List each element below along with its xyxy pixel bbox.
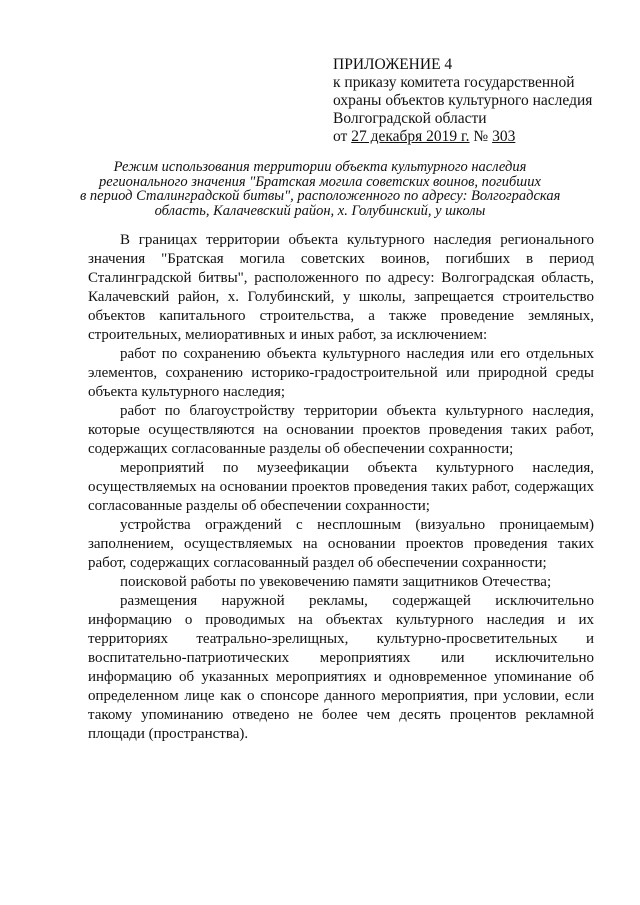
paragraph-item: работ по благоустройству территории объекта культурного наследия, которые осуществляются на основании проектов проведения таких работ, содержащих согласованные разделы об обеспечении сохранности;	[88, 403, 594, 457]
appendix-title: ПРИЛОЖЕНИЕ 4	[333, 56, 453, 73]
paragraph-item: работ по сохранению объекта культурного наследия или его отдельных элементов, сохранению историко-градостроительной или природной среды объекта культурного наследия;	[88, 346, 594, 400]
paragraph-item: устройства ограждений с несплошным (визуально проницаемым) заполнением, осуществляемых на основании проектов проведения таких работ, содержащих согласованный раздел об обеспечении сохранности;	[88, 517, 594, 571]
document-title	[80, 160, 560, 218]
appendix-date-line	[333, 128, 623, 146]
title-line: область, Калачевский район, х. Голубинский, у школы	[154, 202, 486, 219]
order-date: 27 декабря 2019 г.	[351, 128, 470, 145]
paragraph-item: размещения наружной рекламы, содержащей исключительно информацию о проводимых на объектах культурного наследия и их территориях театрально-зрелищных, культурно-просветительных и воспитательно-патриотических мероприятиях или исключительно информацию об указанных мероприятиях и одновременное упоминание об определенном лице как о спонсоре данного мероприятия, при условии, если такому упоминанию отведено не более чем десять процентов рекламной площади (пространства).	[88, 593, 594, 742]
title-line: регионального значения "Братская могила советских воинов, погибших	[99, 173, 541, 190]
paragraph-item: поисковой работы по увековечению памяти защитников Отечества;	[120, 574, 552, 590]
appendix-committee-line: охраны объектов культурного наследия	[333, 92, 593, 109]
appendix-order-line: к приказу комитета государственной	[333, 74, 575, 91]
title-line: в период Сталинградской битвы", расположенного по адресу: Волгоградская	[80, 188, 561, 204]
date-prefix: от	[333, 128, 352, 145]
paragraph-item: мероприятий по музеефикации объекта культурного наследия, осуществляемых на основании проектов проведения таких работ, содержащих согласованные разделы об обеспечении сохранности;	[88, 460, 594, 514]
appendix-region-line: Волгоградской области	[333, 110, 487, 127]
number-prefix: №	[469, 128, 493, 145]
title-line: Режим использования территории объекта культурного наследия	[113, 159, 527, 175]
document-body	[88, 231, 594, 744]
appendix-header	[333, 56, 623, 146]
paragraph-intro: В границах территории объекта культурного наследия регионального значения "Братская могила советских воинов, погибших в период Сталинградской битвы", расположенного по адресу: Волгоградская область, Калачевский район, х. Голубинский, у школы, запрещается строительство объектов капитального строительства, а также проведение земляных, строительных, мелиоративных и иных работ, за исключением:	[88, 232, 594, 343]
order-number: 303	[492, 128, 516, 145]
